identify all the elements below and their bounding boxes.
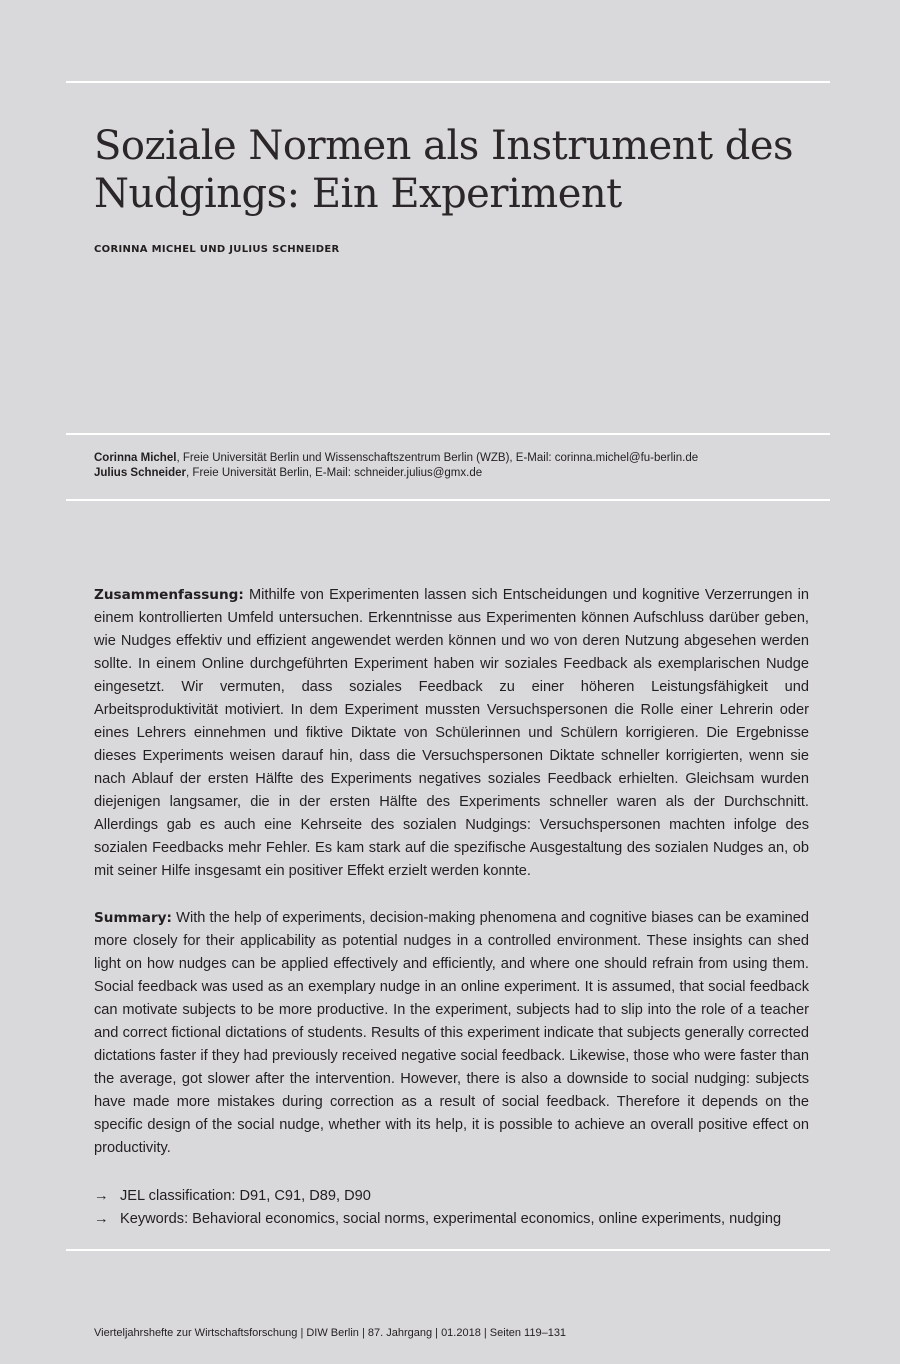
- german-abstract-text: Mithilfe von Experimenten lassen sich Entscheidungen und kognitive Verzerrungen in einem kontrollierten Umfeld untersuchen. Erkenntnisse aus Experimenten können Aufschluss darüber geben, wie Nudges effektiv und effizient angewendet werden können und wo von deren Nutzung abgesehen werden sollte. In einem Online durchgeführten Experiment haben wir soziales Feedback als exemplarischen Nudge eingesetzt. Wir vermuten, dass soziales Feedback zu einer höheren Leistungsfähigkeit und Arbeitsproduktivität motiviert. In dem Experiment mussten Versuchspersonen die Rolle einer Lehrerin oder eines Lehrers einnehmen und fiktive Diktate von Schülerinnen und Schülern korrigieren. Die Ergebnisse dieses Experiments weisen darauf hin, dass die Versuchspersonen Diktate schneller korrigierten, wenn sie nach Ablauf der ersten Hälfte des Experiments negatives soziales Feedback erhielten. Gleichsam wurden diejenigen langsamer, die in der ersten Hälfte des Experiments schneller waren als der Durchschnitt. Allerdings gab es auch eine Kehrseite des sozialen Nudgings: Versuchspersonen machten infolge des sozialen Feedbacks mehr Fehler. Es kam stark auf die spezifische Ausgestaltung des sozialen Nudges an, ob mit seiner Hilfe insgesamt ein positiver Effekt erzielt werden konnte.: [94, 587, 809, 879]
- top-rule: [66, 81, 830, 83]
- affiliation-detail: , Freie Universität Berlin, E-Mail: schneider.julius@gmx.de: [186, 467, 483, 479]
- bottom-rule: [66, 1249, 830, 1251]
- affiliation-line: [94, 451, 830, 466]
- journal-footer: Vierteljahrshefte zur Wirtschaftsforschung | DIW Berlin | 87. Jahrgang | 01.2018 | Seiten 119–131: [94, 1327, 567, 1339]
- arrow-right-icon: →: [94, 1211, 109, 1227]
- affiliation-bottom-rule: [66, 499, 830, 501]
- german-abstract-label: Zusammenfassung:: [94, 587, 244, 603]
- affiliation-line: [94, 466, 830, 481]
- author-affiliations: [94, 451, 830, 481]
- affiliation-author-name: Corinna Michel: [94, 452, 177, 464]
- german-abstract: [94, 584, 809, 883]
- affiliation-detail: , Freie Universität Berlin und Wissenschaftszentrum Berlin (WZB), E-Mail: corinna.michel@fu-berlin.de: [176, 452, 699, 464]
- english-abstract: [94, 907, 809, 1160]
- affiliation-top-rule: [66, 433, 830, 435]
- keywords-text: Keywords: Behavioral economics, social norms, experimental economics, online experiments, nudging: [120, 1211, 782, 1227]
- english-abstract-text: With the help of experiments, decision-making phenomena and cognitive biases can be examined more closely for their applicability as potential nudges in a controlled environment. These insights can shed light on how nudges can be applied effectively and efficiently, and where one should refrain from using them. Social feedback was used as an exemplary nudge in an online experiment. It is assumed, that social feedback can motivate subjects to be more productive. In the experiment, subjects had to slip into the role of a teacher and correct fictional dictations of students. Results of this experiment indicate that subjects generally corrected dictations faster if they had previously received negative social feedback. Likewise, those who were faster than the average, got slower after the intervention. However, there is also a downside to social nudging: subjects have made more mistakes during correction as a result of social feedback. Therefore it depends on the specific design of the social nudge, whether with its help, it is possible to achieve an overall positive effect on productivity.: [94, 910, 809, 1156]
- affiliation-author-name: Julius Schneider: [94, 467, 187, 479]
- arrow-right-icon: →: [94, 1188, 109, 1204]
- jel-classification: [94, 1185, 371, 1208]
- jel-text: JEL classification: D91, C91, D89, D90: [120, 1188, 371, 1204]
- article-authors: CORINNA MICHEL UND JULIUS SCHNEIDER: [94, 244, 340, 255]
- article-title: Soziale Normen als Instrument des Nudgings: Ein Experiment: [94, 123, 794, 217]
- keywords: [94, 1208, 781, 1231]
- english-abstract-label: Summary:: [94, 910, 172, 926]
